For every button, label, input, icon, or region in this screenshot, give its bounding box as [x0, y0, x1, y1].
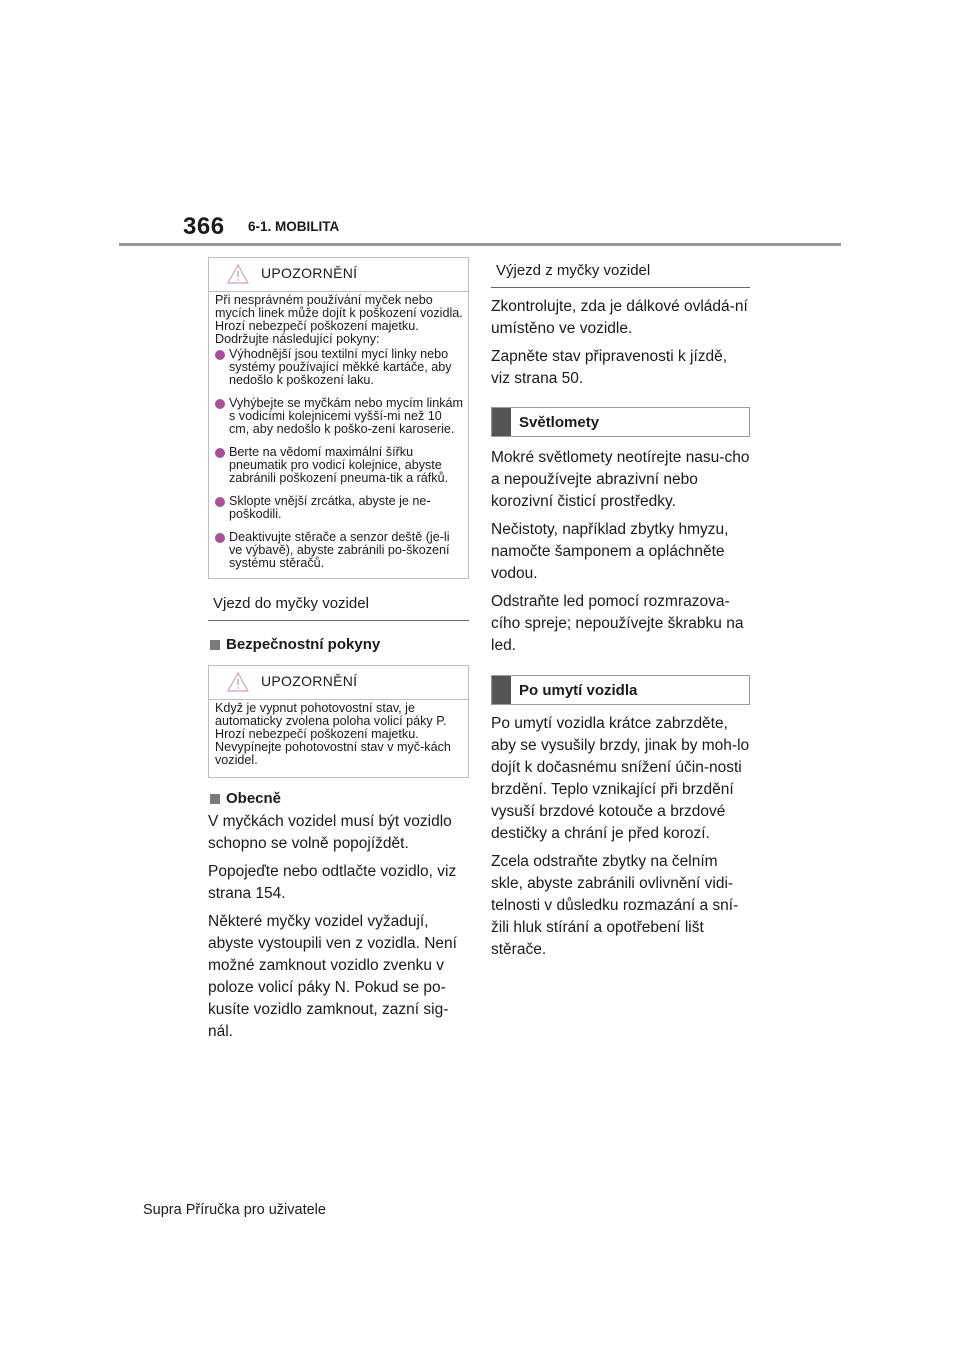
warning-intro: Při nesprávném používání myček nebo mycích linek může dojít k poškození vozidla. Hrozí nebezpečí poškození majetku. Dodržujte následující pokyny: [215, 293, 463, 346]
square-bullet-icon [210, 794, 220, 804]
paragraph: Zapněte stav připravenosti k jízdě, viz strana 50. [491, 348, 728, 387]
warning-bullet: Berte na vědomí maximální šířku pneumatik pro vodicí kolejnice, abyste zabránili poškození pneuma-tik a ráfků. [215, 446, 463, 485]
left-column [208, 257, 469, 1049]
paragraph: Popojeďte nebo odtlačte vozidlo, viz strana 154. [208, 863, 457, 902]
warning-header [209, 258, 468, 292]
bullet-dot-icon [215, 448, 225, 458]
subheading-general: Obecně [208, 790, 469, 807]
paragraph: Odstraňte led pomocí rozmrazova-cího spreje; nepoužívejte škrabku na led. [491, 593, 744, 654]
heading-box-lights: Světlomety [491, 407, 750, 437]
warning-bullet: Výhodnější jsou textilní mycí linky nebo systémy používající měkké kartáče, aby nedošlo k poškození laku. [215, 348, 463, 387]
heading-tab [492, 676, 511, 704]
warning-title: UPOZORNĚNÍ [261, 673, 358, 689]
after-wash-text [491, 713, 750, 961]
bullet-dot-icon [215, 350, 225, 360]
paragraph: Mokré světlomety neotírejte nasu-cho a nepoužívejte abrazivní nebo korozivní čisticí prostředky. [491, 449, 750, 510]
warning-text: Když je vypnut pohotovostní stav, je automaticky zvolena poloha volicí páky P. Hrozí nebezpečí poškození majetku. Nevypínejte pohotovostní stav v myč-kách vozidel. [215, 701, 451, 767]
warning-triangle-icon [227, 672, 249, 692]
paragraph: Nečistoty, například zbytky hmyzu, namočte šamponem a opláchněte vodou. [491, 521, 729, 582]
page-number: 366 [183, 213, 225, 240]
heading-tab [492, 408, 511, 436]
section-heading-entry: Vjezd do myčky vozidel [208, 588, 469, 621]
bullet-dot-icon [215, 399, 225, 409]
paragraph: Zcela odstraňte zbytky na čelním skle, abyste zabránili ovlivnění vidi-telnosti v důsledku rozmazání a sní-žili hluk stírání a opotřebení lišt stěrače. [491, 853, 739, 958]
paragraph: Po umytí vozidla krátce zabrzděte, aby se vysušily brzdy, jinak by moh-lo dojít k dočasnému snížení účin-nosti brzdění. Teplo vznikající při brzdění vysuší brzdové kotouče a brzdové destičky a chrání je před korozí. [491, 715, 750, 842]
paragraph: Zkontrolujte, zda je dálkové ovládá-ní umístěno ve vozidle. [491, 298, 748, 337]
paragraph: V myčkách vozidel musí být vozidlo schopno se volně popojíždět. [208, 813, 452, 852]
square-bullet-icon [210, 640, 220, 650]
warning-body [209, 292, 468, 578]
warning-box-standby [208, 665, 469, 778]
warning-body [209, 700, 468, 777]
heading-box-after-wash: Po umytí vozidla [491, 675, 750, 705]
lights-text [491, 447, 750, 657]
warning-box-car-wash [208, 257, 469, 579]
paragraph: Některé myčky vozidel vyžadují, abyste vystoupili ven z vozidla. Není možné zamknout vozidlo zvenku v poloze volicí páky N. Pokud se po-kusíte vozidlo zamknout, zazní sig-nál. [208, 913, 457, 1040]
header-divider [119, 243, 841, 246]
bullet-dot-icon [215, 533, 225, 543]
footer-text: Supra Příručka pro uživatele [143, 1202, 326, 1218]
right-column [491, 257, 750, 967]
subheading-safety: Bezpečnostní pokyny [208, 636, 469, 653]
warning-title: UPOZORNĚNÍ [261, 265, 358, 281]
section-heading-exit: Výjezd z myčky vozidel [491, 257, 750, 288]
warning-bullet: Vyhýbejte se myčkám nebo mycím linkám s vodicími kolejnicemi vyšší-mi než 10 cm, aby nedošlo k poško-zení karoserie. [215, 397, 463, 436]
exit-text [491, 296, 750, 390]
warning-bullet: Deaktivujte stěrače a senzor deště (je-li ve výbavě), abyste zabránili po-škození systému stěračů. [215, 531, 463, 570]
warning-triangle-icon [227, 264, 249, 284]
warning-header [209, 666, 468, 700]
bullet-dot-icon [215, 497, 225, 507]
warning-bullet: Sklopte vnější zrcátka, abyste je ne-poškodili. [215, 495, 463, 521]
general-text [208, 811, 469, 1043]
section-title: 6-1. MOBILITA [248, 219, 340, 234]
